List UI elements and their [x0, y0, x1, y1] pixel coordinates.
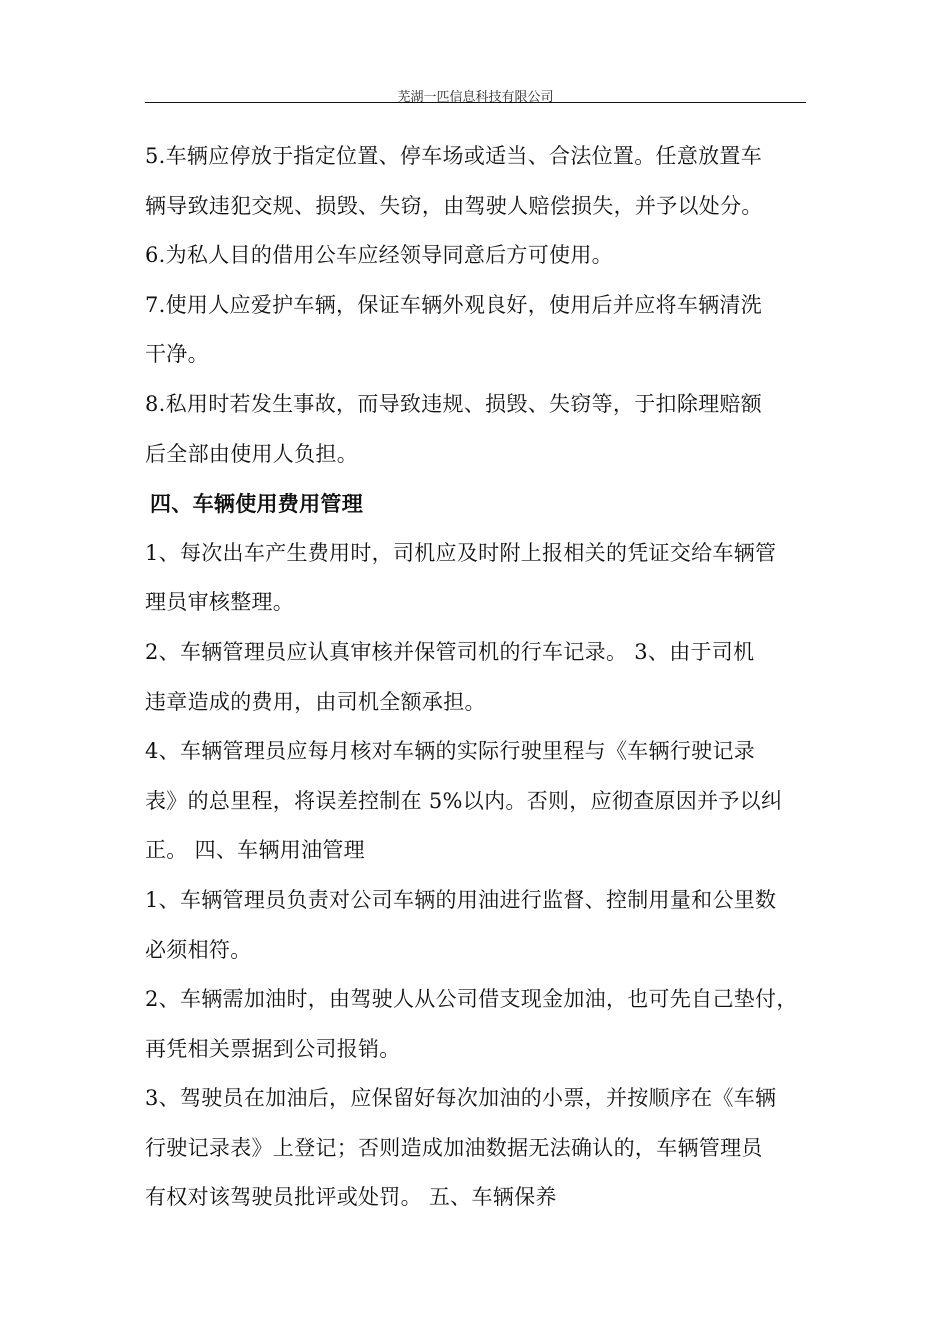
text-line: 后全部由使用人负担。 — [145, 441, 358, 466]
text-line: 必须相符。 — [145, 937, 252, 962]
text-line: 8.私用时若发生事故，而导致违规、损毁、失窃等，于扣除理赔额 — [145, 391, 763, 416]
text-line: 1、每次出车产生费用时，司机应及时附上报相关的凭证交给车辆管 — [145, 540, 777, 565]
text-line: 表》的总里程，将误差控制在 5%以内。否则，应彻查原因并予以纠 — [145, 788, 783, 813]
text-line: 4、车辆管理员应每月核对车辆的实际行驶里程与《车辆行驶记录 — [145, 739, 756, 764]
text-line: 行驶记录表》上登记；否则造成加油数据无法确认的，车辆管理员 — [145, 1135, 763, 1160]
text-line: 有权对该驾驶员批评或处罚。 五、车辆保养 — [145, 1185, 557, 1210]
text-line: 7.使用人应爱护车辆，保证车辆外观良好，使用后并应将车辆清洗 — [145, 292, 763, 317]
header-divider — [145, 102, 806, 103]
document-body — [145, 132, 817, 1223]
page-header: 芜湖一匹信息科技有限公司 — [397, 90, 554, 105]
text-line: 2、车辆管理员应认真审核并保管司机的行车记录。 3、由于司机 — [145, 639, 755, 664]
text-line: 1、车辆管理员负责对公司车辆的用油进行监督、控制用量和公里数 — [145, 887, 777, 912]
text-line: 正。 四、车辆用油管理 — [145, 838, 365, 863]
section-heading: 四、车辆使用费用管理 — [150, 491, 363, 517]
text-line: 5.车辆应停放于指定位置、停车场或适当、合法位置。任意放置车 — [145, 144, 763, 168]
text-line: 再凭相关票据到公司报销。 — [145, 1036, 401, 1061]
text-line: 理员审核整理。 — [145, 590, 295, 615]
text-line: 3、驾驶员在加油后，应保留好每次加油的小票，并按顺序在《车辆 — [145, 1086, 777, 1111]
text-line: 干净。 — [145, 342, 209, 367]
text-line: 2、车辆需加油时，由驾驶人从公司借支现金加油，也可先自己垫付， — [145, 987, 798, 1012]
text-line: 违章造成的费用，由司机全额承担。 — [145, 689, 486, 714]
text-line: 6.为私人目的借用公车应经领导同意后方可使用。 — [145, 243, 613, 268]
text-line: 辆导致违犯交规、损毁、失窃，由驾驶人赔偿损失，并予以处分。 — [145, 193, 763, 218]
